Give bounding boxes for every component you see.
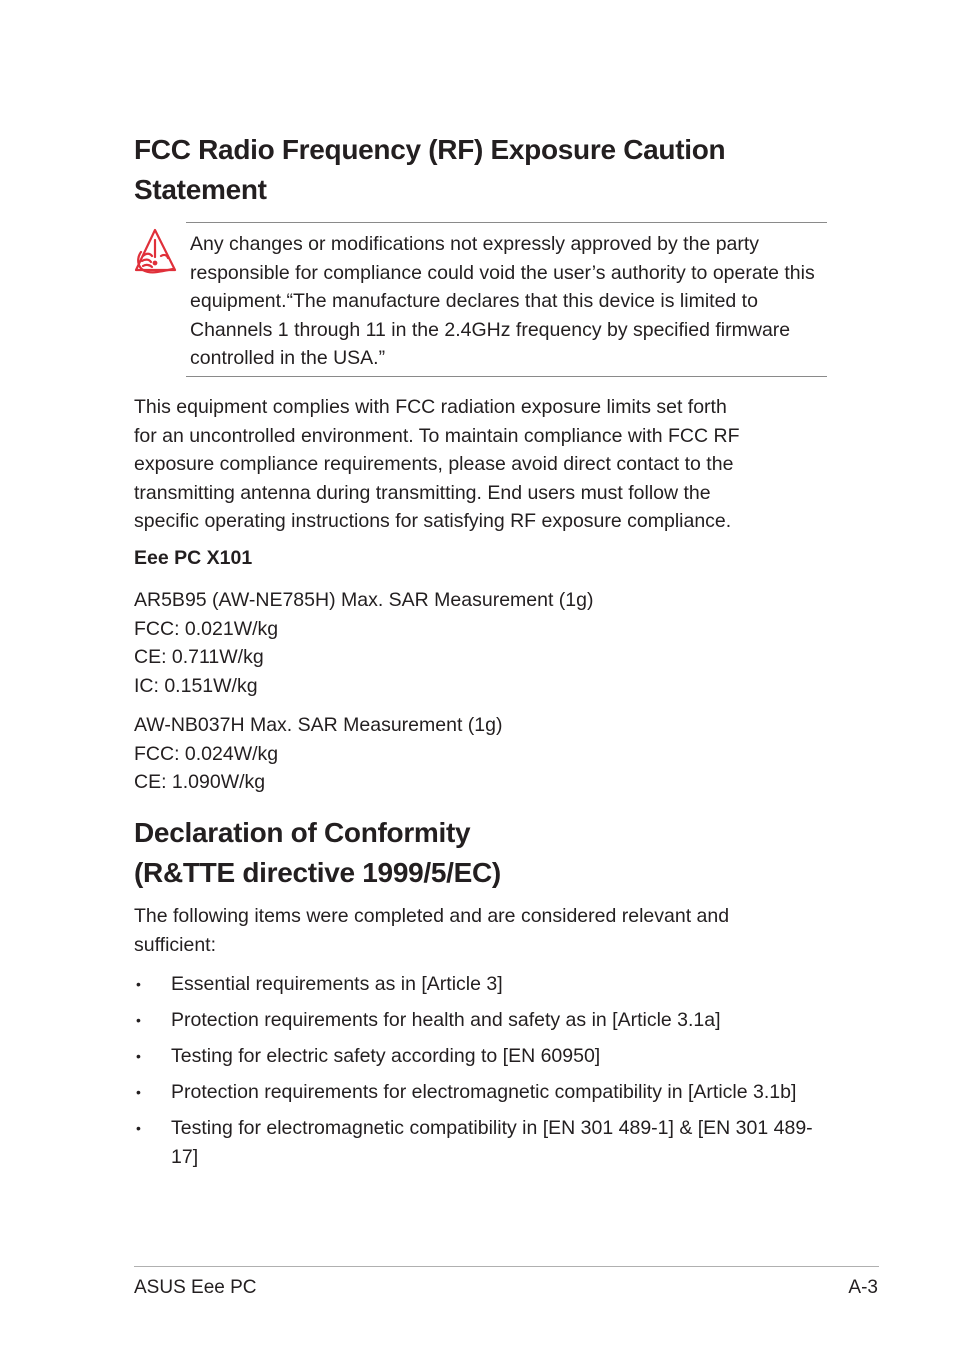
sar-line: AR5B95 (AW-NE785H) Max. SAR Measurement (1g) [134, 589, 594, 611]
footer-title: ASUS Eee PC [134, 1277, 257, 1298]
doc-intro [134, 902, 729, 959]
list-item [134, 1006, 824, 1035]
sar-block-1 [134, 586, 594, 700]
caution-bottom-rule [186, 376, 827, 377]
caution-text: Any changes or modifications not expressly approved by the party responsible for compliance could void the user’s authority to operate this equipment.“The manufacture declares that this device is limited to Channels 1 through 11 in the 2.4GHz frequency by specified firmware controlled in the USA.” [190, 233, 815, 369]
sar-line: FCC: 0.024W/kg [134, 742, 279, 765]
list-item-text: Testing for electromagnetic compatibility in [EN 301 489-1] & [EN 301 489-17] [171, 1117, 813, 1168]
list-item-text: Essential requirements as in [Article 3] [171, 973, 503, 995]
fcc-heading [134, 130, 725, 210]
list-item [134, 1042, 824, 1071]
footer-rule [134, 1266, 879, 1267]
fcc-heading-line: FCC Radio Frequency (RF) Exposure Caution [134, 134, 726, 165]
bullet-icon: • [136, 1048, 141, 1064]
list-item [134, 1078, 824, 1107]
intro-line: The following items were completed and are considered relevant and [134, 905, 730, 927]
body-line: for an uncontrolled environment. To maintain compliance with FCC RF [134, 424, 740, 447]
page-number: A-3 [848, 1277, 878, 1298]
body-line: exposure compliance requirements, please avoid direct contact to the [134, 453, 734, 475]
sar-line: FCC: 0.021W/kg [134, 617, 279, 640]
sar-line: CE: 0.711W/kg [134, 646, 264, 668]
doc-heading-line: (R&TTE directive 1999/5/EC) [134, 857, 501, 888]
bullet-icon: • [136, 976, 141, 992]
doc-heading-line: Declaration of Conformity [134, 817, 471, 848]
sar-line: CE: 1.090W/kg [134, 771, 266, 793]
sar-block-2 [134, 711, 502, 797]
list-item-text: Protection requirements for health and safety as in [Article 3.1a] [171, 1009, 721, 1031]
requirements-list [134, 970, 824, 1179]
fcc-heading-line: Statement [134, 174, 267, 205]
sar-line: IC: 0.151W/kg [134, 674, 258, 697]
model-heading: Eee PC X101 [134, 547, 253, 569]
sar-line: AW-NB037H Max. SAR Measurement (1g) [134, 714, 503, 736]
bullet-icon: • [136, 1012, 141, 1028]
bullet-icon: • [136, 1120, 141, 1136]
body-line: specific operating instructions for satisfying RF exposure compliance. [134, 510, 732, 532]
fcc-body-paragraph [134, 393, 740, 536]
body-line: This equipment complies with FCC radiation exposure limits set forth [134, 396, 727, 418]
list-item [134, 970, 824, 999]
doc-heading [134, 813, 501, 893]
list-item [134, 1114, 824, 1171]
body-line: transmitting antenna during transmitting. End users must follow the [134, 481, 711, 504]
warning-hand-icon [133, 226, 179, 274]
caution-top-rule [186, 222, 827, 223]
bullet-icon: • [136, 1084, 141, 1100]
list-item-text: Testing for electric safety according to [EN 60950] [171, 1045, 601, 1067]
list-item-text: Protection requirements for electromagnetic compatibility in [Article 3.1b] [171, 1081, 797, 1103]
intro-line: sufficient: [134, 933, 217, 956]
